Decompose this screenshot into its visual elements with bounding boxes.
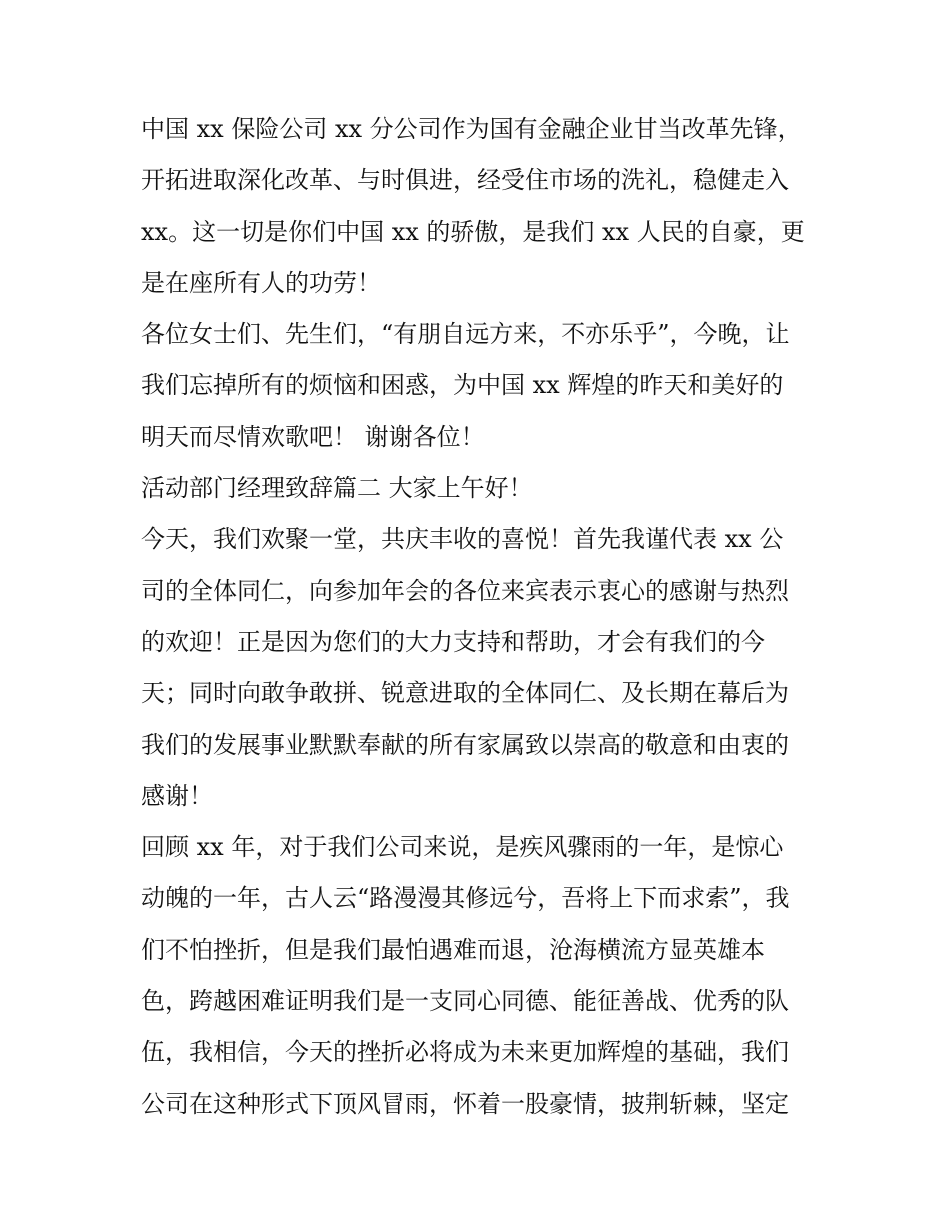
- text-line: 感谢！: [141, 781, 213, 810]
- text-line: 色，跨越困难证明我们是一支同心同德、能征善战、优秀的队: [141, 987, 789, 1016]
- text-line: 是在座所有人的功劳！: [141, 268, 381, 297]
- body-text: [141, 104, 821, 1130]
- text-line: 公司在这种形式下顶风冒雨，怀着一股豪情，披荆斩棘，坚定: [141, 1089, 789, 1118]
- text-line: 司的全体同仁，向参加年会的各位来宾表示衷心的感谢与热烈: [141, 576, 789, 605]
- text-line: 伍，我相信，今天的挫折必将成为未来更加辉煌的基础，我们: [141, 1038, 789, 1067]
- text-line: 天；同时向敢争敢拼、锐意进取的全体同仁、及长期在幕后为: [141, 679, 789, 708]
- text-line: 今天，我们欢聚一堂，共庆丰收的喜悦！首先我谨代表 xx 公: [141, 525, 784, 554]
- text-line: 动魄的一年，古人云“路漫漫其修远兮，吾将上下而求索”，我: [141, 884, 790, 913]
- section-heading: 活动部门经理致辞篇二 大家上午好！: [141, 474, 533, 503]
- text-line: 中国 xx 保险公司 xx 分公司作为国有金融企业甘当改革先锋，: [141, 115, 802, 143]
- text-line: 明天而尽情欢歌吧！ 谢谢各位！: [141, 422, 485, 451]
- text-line: 的欢迎！正是因为您们的大力支持和帮助，才会有我们的今: [141, 627, 765, 656]
- text-line: 们不怕挫折，但是我们最怕遇难而退，沧海横流方显英雄本: [141, 935, 765, 964]
- text-line: 开拓进取深化改革、与时俱进，经受住市场的洗礼，稳健走入: [141, 166, 789, 195]
- text-line: xx。这一切是你们中国 xx 的骄傲，是我们 xx 人民的自豪，更: [141, 217, 805, 246]
- text-line: 各位女士们、先生们，“有朋自远方来，不亦乐乎”，今晚，让: [141, 320, 790, 349]
- text-line: 我们忘掉所有的烦恼和困惑，为中国 xx 辉煌的昨天和美好的: [141, 371, 784, 400]
- text-line: 回顾 xx 年，对于我们公司来说，是疾风骤雨的一年，是惊心: [141, 833, 784, 862]
- text-line: 我们的发展事业默默奉献的所有家属致以崇高的敬意和由衷的: [141, 730, 789, 759]
